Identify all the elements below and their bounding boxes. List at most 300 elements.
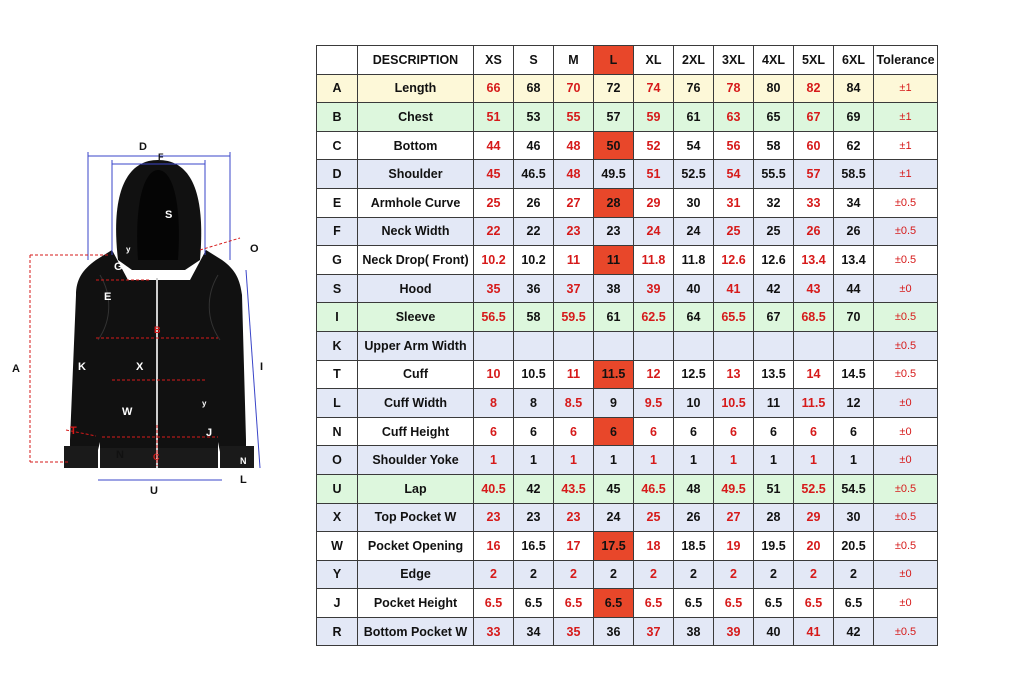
cell-xs: 40.5: [474, 474, 514, 503]
header-size-6xl: 6XL: [834, 46, 874, 75]
row-tolerance: ±0.5: [874, 503, 938, 532]
cell-5xl: 11.5: [794, 389, 834, 418]
cell-xs: 6: [474, 417, 514, 446]
cell-xs: 23: [474, 503, 514, 532]
row-tolerance: ±0: [874, 417, 938, 446]
row-code: N: [317, 417, 358, 446]
cell-l: 24: [594, 503, 634, 532]
cell-m: 35: [554, 617, 594, 646]
cell-m: 43.5: [554, 474, 594, 503]
row-code: C: [317, 131, 358, 160]
left-cuff: [64, 446, 98, 468]
row-tolerance: ±0.5: [874, 246, 938, 275]
header-size-s: S: [514, 46, 554, 75]
cell-m: 11: [554, 360, 594, 389]
cell-6xl: 6: [834, 417, 874, 446]
cell-xl: 9.5: [634, 389, 674, 418]
cell-6xl: 26: [834, 217, 874, 246]
cell-s: 16.5: [514, 532, 554, 561]
cell-6xl: 14.5: [834, 360, 874, 389]
cell-5xl: 67: [794, 103, 834, 132]
cell-2xl: 26: [674, 503, 714, 532]
cell-l: 49.5: [594, 160, 634, 189]
cell-6xl: 34: [834, 188, 874, 217]
row-description: Bottom Pocket W: [358, 617, 474, 646]
table-row: [317, 274, 938, 303]
table-row: [317, 589, 938, 618]
header-size-xs: XS: [474, 46, 514, 75]
cell-l: 1: [594, 446, 634, 475]
row-code: K: [317, 331, 358, 360]
row-tolerance: ±0.5: [874, 360, 938, 389]
cell-m: 37: [554, 274, 594, 303]
cell-xl: 12: [634, 360, 674, 389]
table-row: [317, 217, 938, 246]
cell-xl: 74: [634, 74, 674, 103]
table-row: [317, 617, 938, 646]
cell-5xl: 43: [794, 274, 834, 303]
cell-2xl: 12.5: [674, 360, 714, 389]
cell-xl: 51: [634, 160, 674, 189]
cell-6xl: 62: [834, 131, 874, 160]
label-j: J: [206, 427, 213, 439]
row-code: R: [317, 617, 358, 646]
cell-m: 1: [554, 446, 594, 475]
cell-xs: 1: [474, 446, 514, 475]
cell-4xl: 28: [754, 503, 794, 532]
cell-m: 6.5: [554, 589, 594, 618]
cell-xs: 35: [474, 274, 514, 303]
cell-xs: 45: [474, 160, 514, 189]
cell-s: 10.2: [514, 246, 554, 275]
cell-m: 23: [554, 217, 594, 246]
cell-l: 61: [594, 303, 634, 332]
cell-s: 53: [514, 103, 554, 132]
cell-xs: 10.2: [474, 246, 514, 275]
label-g: G: [114, 261, 123, 273]
row-description: Cuff Height: [358, 417, 474, 446]
cell-s: 68: [514, 74, 554, 103]
row-code: J: [317, 589, 358, 618]
cell-l: 45: [594, 474, 634, 503]
label-n-right: N: [240, 456, 247, 466]
label-e: E: [104, 291, 112, 303]
cell-xl: 18: [634, 532, 674, 561]
cell-s: 6: [514, 417, 554, 446]
cell-l: 11: [594, 246, 634, 275]
cell-l: 36: [594, 617, 634, 646]
cell-l: 6: [594, 417, 634, 446]
label-n: N: [116, 449, 124, 461]
cell-4xl: 40: [754, 617, 794, 646]
label-i: I: [260, 361, 264, 373]
header-size-xl: XL: [634, 46, 674, 75]
cell-3xl: 27: [714, 503, 754, 532]
table-row: [317, 417, 938, 446]
cell-3xl: 49.5: [714, 474, 754, 503]
cell-s: 10.5: [514, 360, 554, 389]
table-row: [317, 360, 938, 389]
row-description: Bottom: [358, 131, 474, 160]
cell-6xl: 20.5: [834, 532, 874, 561]
row-code: D: [317, 160, 358, 189]
cell-m: 11: [554, 246, 594, 275]
cell-2xl: [674, 331, 714, 360]
cell-3xl: 56: [714, 131, 754, 160]
cell-4xl: 55.5: [754, 160, 794, 189]
row-code: X: [317, 503, 358, 532]
cell-xl: 6.5: [634, 589, 674, 618]
size-spec-table: [316, 45, 938, 646]
cell-5xl: 1: [794, 446, 834, 475]
cell-l: 6.5: [594, 589, 634, 618]
cell-xs: 10: [474, 360, 514, 389]
cell-6xl: 30: [834, 503, 874, 532]
label-x: X: [136, 361, 144, 373]
row-code: U: [317, 474, 358, 503]
cell-l: 9: [594, 389, 634, 418]
cell-4xl: 80: [754, 74, 794, 103]
label-k: K: [78, 361, 86, 373]
cell-s: 36: [514, 274, 554, 303]
row-tolerance: ±0: [874, 446, 938, 475]
row-description: Neck Width: [358, 217, 474, 246]
row-tolerance: ±1: [874, 160, 938, 189]
cell-l: 72: [594, 74, 634, 103]
hoodie-measurement-diagram: [0, 130, 300, 510]
cell-3xl: 63: [714, 103, 754, 132]
cell-5xl: 33: [794, 188, 834, 217]
cell-5xl: 6: [794, 417, 834, 446]
label-c: C: [153, 452, 160, 462]
cell-s: [514, 331, 554, 360]
row-tolerance: ±1: [874, 103, 938, 132]
cell-6xl: 12: [834, 389, 874, 418]
cell-m: 48: [554, 160, 594, 189]
row-description: Cuff: [358, 360, 474, 389]
label-w: W: [122, 406, 133, 418]
cell-m: 48: [554, 131, 594, 160]
row-tolerance: ±0.5: [874, 474, 938, 503]
label-o: O: [250, 243, 259, 255]
row-tolerance: ±0: [874, 274, 938, 303]
cell-6xl: 1: [834, 446, 874, 475]
cell-5xl: 20: [794, 532, 834, 561]
cell-2xl: 6.5: [674, 589, 714, 618]
cell-xl: [634, 331, 674, 360]
row-tolerance: ±0.5: [874, 331, 938, 360]
label-t: T: [70, 425, 77, 437]
row-description: Length: [358, 74, 474, 103]
cell-m: 2: [554, 560, 594, 589]
row-code: I: [317, 303, 358, 332]
cell-xl: 46.5: [634, 474, 674, 503]
cell-4xl: 25: [754, 217, 794, 246]
table-row: [317, 474, 938, 503]
cell-xl: 59: [634, 103, 674, 132]
cell-5xl: 57: [794, 160, 834, 189]
cell-2xl: 40: [674, 274, 714, 303]
cell-3xl: 25: [714, 217, 754, 246]
label-l: L: [240, 474, 247, 486]
header-size-m: M: [554, 46, 594, 75]
cell-2xl: 52.5: [674, 160, 714, 189]
cell-5xl: 52.5: [794, 474, 834, 503]
cell-6xl: 13.4: [834, 246, 874, 275]
cell-2xl: 2: [674, 560, 714, 589]
table-row: [317, 74, 938, 103]
cell-2xl: 18.5: [674, 532, 714, 561]
cell-xs: [474, 331, 514, 360]
cell-5xl: 60: [794, 131, 834, 160]
table-row: [317, 331, 938, 360]
cell-3xl: 6: [714, 417, 754, 446]
cell-5xl: 14: [794, 360, 834, 389]
cell-3xl: 12.6: [714, 246, 754, 275]
cell-3xl: 78: [714, 74, 754, 103]
cell-m: 23: [554, 503, 594, 532]
cell-xl: 37: [634, 617, 674, 646]
cell-xs: 8: [474, 389, 514, 418]
cell-m: 27: [554, 188, 594, 217]
row-tolerance: ±0: [874, 589, 938, 618]
cell-s: 46.5: [514, 160, 554, 189]
cell-3xl: 65.5: [714, 303, 754, 332]
header-size-4xl: 4XL: [754, 46, 794, 75]
cell-4xl: 6.5: [754, 589, 794, 618]
row-description: Upper Arm Width: [358, 331, 474, 360]
cell-4xl: 19.5: [754, 532, 794, 561]
cell-l: 17.5: [594, 532, 634, 561]
cell-3xl: 19: [714, 532, 754, 561]
cell-4xl: 12.6: [754, 246, 794, 275]
label-f: F: [158, 152, 164, 162]
row-description: Shoulder: [358, 160, 474, 189]
cell-s: 6.5: [514, 589, 554, 618]
row-description: Hood: [358, 274, 474, 303]
cell-xl: 6: [634, 417, 674, 446]
cell-2xl: 61: [674, 103, 714, 132]
row-code: A: [317, 74, 358, 103]
cell-xl: 24: [634, 217, 674, 246]
cell-xl: 1: [634, 446, 674, 475]
cell-2xl: 30: [674, 188, 714, 217]
row-code: L: [317, 389, 358, 418]
header-size-3xl: 3XL: [714, 46, 754, 75]
row-description: Shoulder Yoke: [358, 446, 474, 475]
row-description: Cuff Width: [358, 389, 474, 418]
table-row: [317, 446, 938, 475]
row-tolerance: ±0.5: [874, 217, 938, 246]
row-code: O: [317, 446, 358, 475]
cell-4xl: 42: [754, 274, 794, 303]
cell-xs: 44: [474, 131, 514, 160]
cell-6xl: 84: [834, 74, 874, 103]
cell-6xl: 69: [834, 103, 874, 132]
table-row: [317, 532, 938, 561]
cell-5xl: 2: [794, 560, 834, 589]
row-description: Lap: [358, 474, 474, 503]
cell-2xl: 48: [674, 474, 714, 503]
row-code: S: [317, 274, 358, 303]
cell-xl: 25: [634, 503, 674, 532]
label-a: A: [12, 363, 20, 375]
cell-l: 57: [594, 103, 634, 132]
table-row: [317, 103, 938, 132]
row-tolerance: ±0.5: [874, 188, 938, 217]
label-d: D: [139, 141, 147, 153]
cell-2xl: 64: [674, 303, 714, 332]
cell-s: 22: [514, 217, 554, 246]
label-y-pocket: y: [202, 399, 207, 408]
cell-3xl: 41: [714, 274, 754, 303]
cell-xl: 11.8: [634, 246, 674, 275]
row-tolerance: ±1: [874, 131, 938, 160]
right-cuff: [220, 446, 254, 468]
label-y-hood: y: [126, 245, 131, 254]
row-code: Y: [317, 560, 358, 589]
row-code: T: [317, 360, 358, 389]
cell-m: 6: [554, 417, 594, 446]
cell-6xl: [834, 331, 874, 360]
table-row: [317, 131, 938, 160]
row-description: Sleeve: [358, 303, 474, 332]
table-row: [317, 246, 938, 275]
cell-3xl: [714, 331, 754, 360]
row-code: W: [317, 532, 358, 561]
row-tolerance: ±0.5: [874, 532, 938, 561]
header-code: [317, 46, 358, 75]
cell-s: 34: [514, 617, 554, 646]
row-description: Pocket Height: [358, 589, 474, 618]
row-tolerance: ±0: [874, 389, 938, 418]
label-u: U: [150, 485, 158, 497]
row-tolerance: ±1: [874, 74, 938, 103]
table-row: [317, 503, 938, 532]
cell-l: 11.5: [594, 360, 634, 389]
cell-5xl: 13.4: [794, 246, 834, 275]
row-tolerance: ±0: [874, 560, 938, 589]
label-b: B: [154, 325, 161, 335]
cell-2xl: 1: [674, 446, 714, 475]
cell-4xl: 65: [754, 103, 794, 132]
cell-xs: 51: [474, 103, 514, 132]
header-description: DESCRIPTION: [358, 46, 474, 75]
cell-3xl: 13: [714, 360, 754, 389]
table-row: [317, 303, 938, 332]
cell-s: 42: [514, 474, 554, 503]
cell-5xl: 26: [794, 217, 834, 246]
cell-4xl: 11: [754, 389, 794, 418]
row-description: Pocket Opening: [358, 532, 474, 561]
cell-2xl: 54: [674, 131, 714, 160]
cell-s: 8: [514, 389, 554, 418]
row-description: Chest: [358, 103, 474, 132]
cell-5xl: 6.5: [794, 589, 834, 618]
row-description: Edge: [358, 560, 474, 589]
table-row: [317, 389, 938, 418]
cell-s: 26: [514, 188, 554, 217]
table-row: [317, 560, 938, 589]
cell-5xl: [794, 331, 834, 360]
hoodie-illustration: [64, 160, 254, 468]
cell-xs: 56.5: [474, 303, 514, 332]
table-header-row: [317, 46, 938, 75]
cell-2xl: 10: [674, 389, 714, 418]
cell-4xl: 2: [754, 560, 794, 589]
row-code: G: [317, 246, 358, 275]
cell-xs: 2: [474, 560, 514, 589]
cell-4xl: 13.5: [754, 360, 794, 389]
cell-6xl: 70: [834, 303, 874, 332]
cell-l: 38: [594, 274, 634, 303]
cell-3xl: 6.5: [714, 589, 754, 618]
cell-xs: 25: [474, 188, 514, 217]
cell-4xl: 67: [754, 303, 794, 332]
cell-l: [594, 331, 634, 360]
cell-m: 70: [554, 74, 594, 103]
cell-3xl: 31: [714, 188, 754, 217]
cell-m: 55: [554, 103, 594, 132]
cell-4xl: 32: [754, 188, 794, 217]
row-code: F: [317, 217, 358, 246]
cell-5xl: 41: [794, 617, 834, 646]
cell-6xl: 44: [834, 274, 874, 303]
table-body: [317, 74, 938, 646]
cell-6xl: 54.5: [834, 474, 874, 503]
cell-xs: 6.5: [474, 589, 514, 618]
cell-s: 23: [514, 503, 554, 532]
header-size-l: L: [594, 46, 634, 75]
row-code: E: [317, 188, 358, 217]
cell-xl: 2: [634, 560, 674, 589]
cell-s: 58: [514, 303, 554, 332]
cell-5xl: 29: [794, 503, 834, 532]
cell-2xl: 11.8: [674, 246, 714, 275]
cell-xl: 52: [634, 131, 674, 160]
cell-xs: 22: [474, 217, 514, 246]
cell-5xl: 68.5: [794, 303, 834, 332]
row-description: Top Pocket W: [358, 503, 474, 532]
cell-2xl: 6: [674, 417, 714, 446]
cell-6xl: 58.5: [834, 160, 874, 189]
header-size-2xl: 2XL: [674, 46, 714, 75]
cell-2xl: 76: [674, 74, 714, 103]
cell-4xl: 6: [754, 417, 794, 446]
row-tolerance: ±0.5: [874, 617, 938, 646]
cell-xl: 62.5: [634, 303, 674, 332]
cell-2xl: 38: [674, 617, 714, 646]
cell-3xl: 1: [714, 446, 754, 475]
row-description: Armhole Curve: [358, 188, 474, 217]
row-description: Neck Drop( Front): [358, 246, 474, 275]
cell-6xl: 6.5: [834, 589, 874, 618]
cell-s: 46: [514, 131, 554, 160]
cell-l: 28: [594, 188, 634, 217]
row-tolerance: ±0.5: [874, 303, 938, 332]
cell-m: [554, 331, 594, 360]
cell-xl: 39: [634, 274, 674, 303]
cell-4xl: 1: [754, 446, 794, 475]
cell-s: 1: [514, 446, 554, 475]
header-size-5xl: 5XL: [794, 46, 834, 75]
cell-3xl: 54: [714, 160, 754, 189]
cell-6xl: 2: [834, 560, 874, 589]
table-row: [317, 160, 938, 189]
row-code: B: [317, 103, 358, 132]
cell-3xl: 10.5: [714, 389, 754, 418]
cell-6xl: 42: [834, 617, 874, 646]
